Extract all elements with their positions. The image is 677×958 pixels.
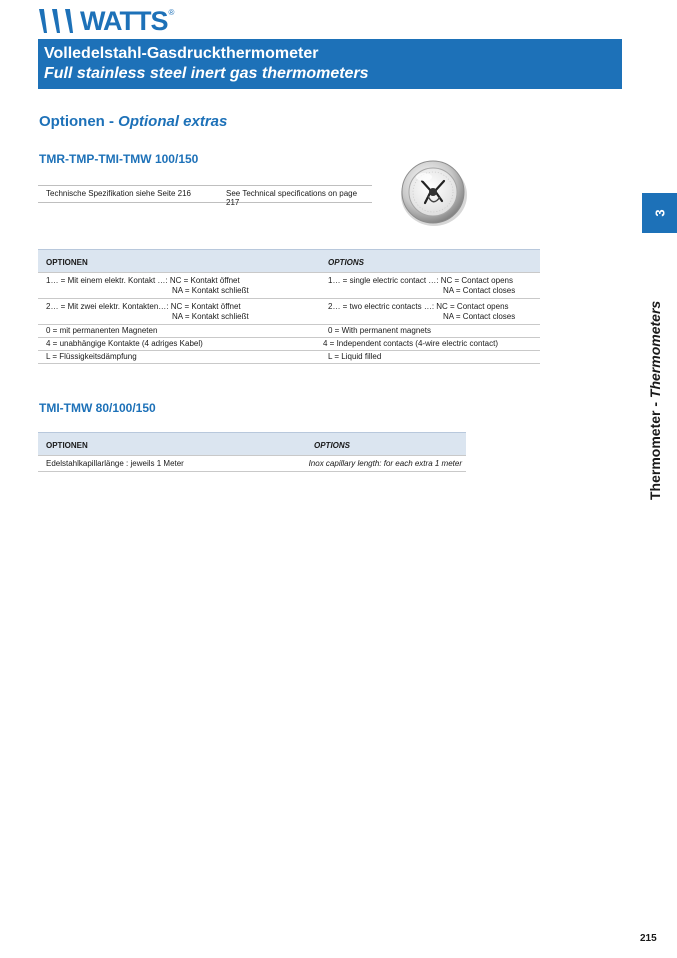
spec-reference-english: See Technical specifications on page 217 xyxy=(226,189,358,207)
row-german-line1: 2… = Mit zwei elektr. Kontakten…: NC = Kontakt öffnet xyxy=(46,302,241,311)
row-english: Inox capillary length: for each extra 1 meter xyxy=(308,459,462,468)
thermometer-product-image xyxy=(398,157,470,229)
side-label-english: Thermometers xyxy=(647,300,663,399)
row-english-line2: NA = Contact closes xyxy=(443,286,516,295)
table-row xyxy=(38,299,540,325)
row-german: L = Flüssigkeitsdämpfung xyxy=(46,352,137,361)
row-english-line1: 2… = two electric contacts …: NC = Contact opens xyxy=(328,302,509,311)
row-english: 4 = Independent contacts (4-wire electric contact) xyxy=(323,339,498,348)
section-title-german: Optionen xyxy=(39,113,105,130)
registered-mark: ® xyxy=(168,8,175,17)
logo-mark-icon xyxy=(39,9,78,33)
row-english: L = Liquid filled xyxy=(328,352,382,361)
table-row xyxy=(38,351,540,364)
logo-wordmark: WATTS xyxy=(80,6,168,36)
row-german: Edelstahlkapillarlänge : jeweils 1 Meter xyxy=(46,459,184,468)
options-table-1 xyxy=(38,249,540,364)
table-row xyxy=(38,272,540,299)
row-german-line2: NA = Kontakt schließt xyxy=(172,286,249,295)
block1-heading: TMR-TMP-TMI-TMW 100/150 xyxy=(39,152,199,166)
title-english: Full stainless steel inert gas thermometers xyxy=(44,65,369,82)
options-table-2-header xyxy=(38,432,466,455)
row-german: 0 = mit permanenten Magneten xyxy=(46,326,158,335)
row-english-line2: NA = Contact closes xyxy=(443,312,516,321)
row-german-line2: NA = Kontakt schließt xyxy=(172,312,249,321)
row-english-line1: 1… = single electric contact …: NC = Contact opens xyxy=(328,276,513,285)
row-english: 0 = With permanent magnets xyxy=(328,326,431,335)
block2-heading: TMI-TMW 80/100/150 xyxy=(39,401,156,415)
header-options: OPTIONS xyxy=(314,441,351,450)
section-title xyxy=(39,113,227,130)
header-options: OPTIONS xyxy=(328,258,365,267)
title-banner xyxy=(38,39,622,89)
side-label-separator: - xyxy=(647,401,663,407)
row-german-line1: 1… = Mit einem elektr. Kontakt …: NC = Kontakt öffnet xyxy=(46,276,240,285)
title-german: Volledelstahl-Gasdruckthermometer xyxy=(44,45,319,62)
side-chapter-label xyxy=(647,301,663,500)
chapter-number: 3 xyxy=(652,209,667,217)
table-row xyxy=(38,455,466,472)
table-row xyxy=(38,338,540,351)
section-title-separator: - xyxy=(109,113,114,130)
table-row xyxy=(38,325,540,338)
spec-reference-german: Technische Spezifikation siehe Seite 216 xyxy=(46,189,191,198)
spec-reference-row xyxy=(38,185,372,207)
watts-logo xyxy=(39,8,174,34)
options-table-2 xyxy=(38,432,466,472)
chapter-tab xyxy=(642,193,677,233)
options-table-1-header xyxy=(38,249,540,272)
side-label-german: Thermometer xyxy=(647,410,663,500)
section-title-english: Optional extras xyxy=(118,113,228,130)
header-optionen: OPTIONEN xyxy=(46,258,88,267)
page-number: 215 xyxy=(640,933,657,944)
row-german: 4 = unabhängige Kontakte (4 adriges Kabel) xyxy=(46,339,203,348)
header-optionen: OPTIONEN xyxy=(46,441,88,450)
